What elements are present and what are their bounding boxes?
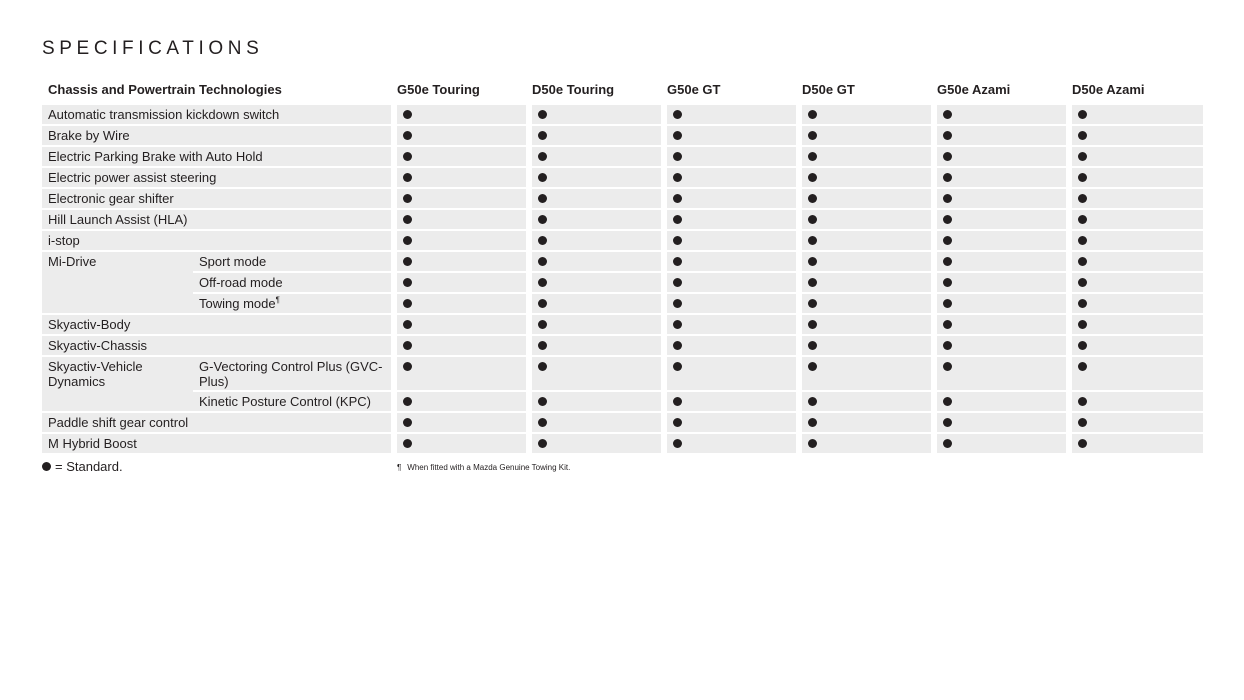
availability-cell: [931, 413, 1066, 434]
standard-dot-icon: [673, 397, 682, 406]
availability-cell: [661, 357, 796, 392]
availability-cell: [526, 231, 661, 252]
availability-cell: [1066, 126, 1203, 147]
availability-cell: [931, 126, 1066, 147]
availability-cell: [391, 168, 526, 189]
footnote-ref-mark: ¶: [275, 295, 280, 305]
standard-dot-icon: [943, 173, 952, 182]
availability-cell: [1066, 336, 1203, 357]
standard-dot-icon: [943, 418, 952, 427]
availability-cell: [931, 147, 1066, 168]
availability-cell: [796, 294, 931, 315]
standard-dot-icon: [538, 173, 547, 182]
availability-cell: [796, 168, 931, 189]
standard-dot-icon: [538, 418, 547, 427]
legend-text: = Standard.: [55, 459, 123, 474]
table-row: [42, 315, 1203, 336]
standard-dot-icon: [403, 173, 412, 182]
standard-dot-icon: [403, 110, 412, 119]
standard-dot-icon: [943, 278, 952, 287]
availability-cell: [391, 252, 526, 273]
availability-cell: [796, 252, 931, 273]
standard-dot-icon: [538, 439, 547, 448]
table-row: [42, 413, 1203, 434]
standard-dot-icon: [403, 257, 412, 266]
standard-dot-icon: [403, 418, 412, 427]
table-row: [42, 434, 1203, 455]
standard-dot-icon: [1078, 194, 1087, 203]
standard-dot-icon: [673, 194, 682, 203]
standard-dot-icon: [808, 236, 817, 245]
availability-cell: [526, 357, 661, 392]
availability-cell: [931, 189, 1066, 210]
feature-text: i-stop: [48, 233, 80, 248]
standard-dot-icon: [1078, 131, 1087, 140]
standard-dot-icon: [943, 299, 952, 308]
standard-dot-icon: [403, 236, 412, 245]
standard-dot-icon: [673, 110, 682, 119]
availability-cell: [1066, 231, 1203, 252]
standard-dot-icon: [808, 299, 817, 308]
standard-dot-icon: [943, 397, 952, 406]
footnote-text: When fitted with a Mazda Genuine Towing Kit.: [407, 463, 571, 472]
availability-cell: [391, 392, 526, 413]
standard-dot-icon: [808, 257, 817, 266]
sub-feature-text: Towing mode: [199, 296, 276, 311]
availability-cell: [796, 210, 931, 231]
availability-cell: [391, 357, 526, 392]
column-header-model: G50e GT: [661, 76, 796, 105]
standard-dot-icon: [1078, 215, 1087, 224]
standard-dot-icon: [538, 362, 547, 371]
standard-dot-icon: [808, 110, 817, 119]
standard-dot-icon: [673, 439, 682, 448]
feature-text: Automatic transmission kickdown switch: [48, 107, 280, 122]
availability-cell: [796, 126, 931, 147]
availability-cell: [931, 336, 1066, 357]
feature-label: [42, 434, 391, 455]
availability-cell: [931, 434, 1066, 455]
availability-cell: [526, 294, 661, 315]
availability-cell: [796, 336, 931, 357]
availability-cell: [661, 168, 796, 189]
availability-cell: [391, 231, 526, 252]
standard-dot-icon: [808, 362, 817, 371]
standard-dot-icon: [1078, 362, 1087, 371]
footnote-mark: ¶: [397, 463, 402, 472]
availability-cell: [1066, 168, 1203, 189]
standard-dot-icon: [808, 131, 817, 140]
availability-cell: [931, 252, 1066, 273]
standard-dot-icon: [673, 173, 682, 182]
legend: [42, 459, 123, 474]
feature-label: [42, 357, 193, 413]
availability-cell: [796, 357, 931, 392]
availability-cell: [526, 315, 661, 336]
standard-dot-icon: [1078, 418, 1087, 427]
table-row: [42, 252, 1203, 273]
availability-cell: [391, 336, 526, 357]
availability-cell: [391, 273, 526, 294]
standard-dot-icon: [808, 152, 817, 161]
standard-dot-icon: [943, 110, 952, 119]
standard-dot-icon: [403, 362, 412, 371]
standard-dot-icon: [808, 278, 817, 287]
standard-dot-icon: [403, 397, 412, 406]
availability-cell: [796, 413, 931, 434]
availability-cell: [391, 434, 526, 455]
table-row: [42, 357, 1203, 392]
standard-dot-icon: [808, 397, 817, 406]
standard-dot-icon: [403, 278, 412, 287]
standard-dot-icon: [538, 236, 547, 245]
availability-cell: [931, 273, 1066, 294]
table-row: [42, 210, 1203, 231]
standard-dot-icon: [673, 299, 682, 308]
feature-text: Electronic gear shifter: [48, 191, 174, 206]
feature-label: [42, 126, 391, 147]
availability-cell: [526, 105, 661, 126]
availability-cell: [526, 252, 661, 273]
availability-cell: [1066, 434, 1203, 455]
availability-cell: [931, 315, 1066, 336]
availability-cell: [526, 210, 661, 231]
availability-cell: [661, 231, 796, 252]
standard-dot-icon: [673, 152, 682, 161]
availability-cell: [931, 105, 1066, 126]
sub-feature-label: [193, 357, 391, 392]
standard-dot-icon: [538, 215, 547, 224]
availability-cell: [391, 126, 526, 147]
sub-feature-text: Kinetic Posture Control (KPC): [199, 394, 371, 409]
standard-dot-icon: [1078, 299, 1087, 308]
feature-label: [42, 189, 391, 210]
availability-cell: [526, 168, 661, 189]
standard-dot-icon: [943, 362, 952, 371]
standard-dot-icon: [673, 362, 682, 371]
availability-cell: [931, 210, 1066, 231]
standard-dot-icon: [808, 215, 817, 224]
availability-cell: [796, 189, 931, 210]
availability-cell: [661, 105, 796, 126]
availability-cell: [526, 413, 661, 434]
availability-cell: [1066, 105, 1203, 126]
footnote: [397, 463, 570, 472]
availability-cell: [661, 294, 796, 315]
availability-cell: [391, 315, 526, 336]
feature-text: Mi-Drive: [48, 254, 97, 269]
availability-cell: [526, 147, 661, 168]
standard-dot-icon: [808, 341, 817, 350]
availability-cell: [796, 231, 931, 252]
standard-dot-icon: [538, 194, 547, 203]
availability-cell: [661, 210, 796, 231]
standard-dot-icon: [673, 257, 682, 266]
availability-cell: [526, 434, 661, 455]
standard-dot-icon: [1078, 110, 1087, 119]
availability-cell: [931, 168, 1066, 189]
feature-text: M Hybrid Boost: [48, 436, 137, 451]
sub-feature-text: Sport mode: [199, 254, 267, 269]
standard-dot-icon: [808, 173, 817, 182]
availability-cell: [796, 315, 931, 336]
availability-cell: [796, 434, 931, 455]
table-row: [42, 105, 1203, 126]
section-header: Chassis and Powertrain Technologies: [42, 76, 391, 105]
table-header-row: [42, 76, 1203, 105]
page-title: SPECIFICATIONS: [42, 38, 264, 59]
standard-dot-icon: [673, 278, 682, 287]
availability-cell: [526, 189, 661, 210]
standard-dot-icon: [538, 397, 547, 406]
feature-label: [42, 336, 391, 357]
standard-dot-icon: [943, 215, 952, 224]
standard-dot-icon: [1078, 278, 1087, 287]
feature-label: [42, 147, 391, 168]
standard-dot-icon: [538, 299, 547, 308]
availability-cell: [1066, 315, 1203, 336]
feature-text: Skyactiv-Vehicle Dynamics: [48, 359, 143, 389]
feature-label: [42, 413, 391, 434]
standard-dot-icon: [403, 320, 412, 329]
availability-cell: [526, 273, 661, 294]
standard-dot-icon: [673, 418, 682, 427]
availability-cell: [931, 231, 1066, 252]
availability-cell: [1066, 189, 1203, 210]
availability-cell: [661, 392, 796, 413]
standard-dot-icon: [943, 152, 952, 161]
feature-text: Brake by Wire: [48, 128, 130, 143]
availability-cell: [526, 392, 661, 413]
availability-cell: [391, 294, 526, 315]
standard-dot-icon: [403, 299, 412, 308]
availability-cell: [661, 273, 796, 294]
standard-dot-icon: [943, 257, 952, 266]
standard-dot-icon: [538, 341, 547, 350]
table-row: [42, 126, 1203, 147]
availability-cell: [796, 273, 931, 294]
availability-cell: [1066, 357, 1203, 392]
standard-dot-icon: [403, 439, 412, 448]
standard-dot-icon: [538, 110, 547, 119]
standard-dot-icon: [808, 320, 817, 329]
availability-cell: [391, 147, 526, 168]
standard-dot-icon: [673, 215, 682, 224]
sub-feature-label: [193, 294, 391, 315]
standard-dot-icon: [1078, 341, 1087, 350]
specifications-table: [42, 76, 1203, 455]
availability-cell: [661, 434, 796, 455]
availability-cell: [796, 147, 931, 168]
standard-dot-icon: [42, 462, 51, 471]
standard-dot-icon: [403, 194, 412, 203]
availability-cell: [661, 252, 796, 273]
standard-dot-icon: [538, 257, 547, 266]
standard-dot-icon: [943, 439, 952, 448]
standard-dot-icon: [1078, 173, 1087, 182]
table-row: [42, 392, 1203, 413]
availability-cell: [1066, 392, 1203, 413]
table-row: [42, 168, 1203, 189]
availability-cell: [796, 392, 931, 413]
feature-label: [42, 105, 391, 126]
feature-label: [42, 168, 391, 189]
feature-label: [42, 231, 391, 252]
availability-cell: [931, 294, 1066, 315]
standard-dot-icon: [943, 341, 952, 350]
standard-dot-icon: [943, 131, 952, 140]
availability-cell: [661, 336, 796, 357]
standard-dot-icon: [403, 152, 412, 161]
feature-text: Electric power assist steering: [48, 170, 217, 185]
standard-dot-icon: [673, 131, 682, 140]
sub-feature-text: G-Vectoring Control Plus (GVC-Plus): [199, 359, 383, 389]
standard-dot-icon: [1078, 439, 1087, 448]
availability-cell: [391, 189, 526, 210]
standard-dot-icon: [808, 194, 817, 203]
availability-cell: [1066, 252, 1203, 273]
sub-feature-label: [193, 392, 391, 413]
availability-cell: [1066, 413, 1203, 434]
column-header-model: G50e Azami: [931, 76, 1066, 105]
standard-dot-icon: [403, 215, 412, 224]
feature-text: Paddle shift gear control: [48, 415, 189, 430]
standard-dot-icon: [1078, 152, 1087, 161]
availability-cell: [391, 210, 526, 231]
availability-cell: [1066, 273, 1203, 294]
column-header-model: G50e Touring: [391, 76, 526, 105]
standard-dot-icon: [943, 320, 952, 329]
standard-dot-icon: [1078, 236, 1087, 245]
standard-dot-icon: [1078, 257, 1087, 266]
availability-cell: [931, 357, 1066, 392]
standard-dot-icon: [673, 320, 682, 329]
availability-cell: [661, 315, 796, 336]
availability-cell: [661, 126, 796, 147]
table-row: [42, 231, 1203, 252]
table-row: [42, 147, 1203, 168]
availability-cell: [796, 105, 931, 126]
table-row: [42, 273, 1203, 294]
feature-label: [42, 210, 391, 231]
column-header-model: D50e Touring: [526, 76, 661, 105]
standard-dot-icon: [673, 341, 682, 350]
sub-feature-label: [193, 273, 391, 294]
feature-text: Skyactiv-Body: [48, 317, 131, 332]
column-header-model: D50e GT: [796, 76, 931, 105]
availability-cell: [1066, 210, 1203, 231]
availability-cell: [526, 336, 661, 357]
availability-cell: [661, 189, 796, 210]
standard-dot-icon: [673, 236, 682, 245]
availability-cell: [391, 413, 526, 434]
sub-feature-label: [193, 252, 391, 273]
standard-dot-icon: [403, 131, 412, 140]
table-row: [42, 294, 1203, 315]
standard-dot-icon: [538, 320, 547, 329]
standard-dot-icon: [538, 152, 547, 161]
sub-feature-text: Off-road mode: [199, 275, 283, 290]
standard-dot-icon: [403, 341, 412, 350]
column-header-model: D50e Azami: [1066, 76, 1203, 105]
standard-dot-icon: [1078, 320, 1087, 329]
availability-cell: [1066, 294, 1203, 315]
feature-label: [42, 252, 193, 315]
availability-cell: [526, 126, 661, 147]
availability-cell: [661, 413, 796, 434]
standard-dot-icon: [808, 418, 817, 427]
availability-cell: [931, 392, 1066, 413]
availability-cell: [661, 147, 796, 168]
feature-text: Skyactiv-Chassis: [48, 338, 147, 353]
feature-label: [42, 315, 391, 336]
availability-cell: [391, 105, 526, 126]
standard-dot-icon: [1078, 397, 1087, 406]
standard-dot-icon: [943, 236, 952, 245]
table-row: [42, 189, 1203, 210]
standard-dot-icon: [538, 131, 547, 140]
availability-cell: [1066, 147, 1203, 168]
standard-dot-icon: [943, 194, 952, 203]
standard-dot-icon: [808, 439, 817, 448]
feature-text: Hill Launch Assist (HLA): [48, 212, 188, 227]
feature-text: Electric Parking Brake with Auto Hold: [48, 149, 263, 164]
standard-dot-icon: [538, 278, 547, 287]
table-row: [42, 336, 1203, 357]
